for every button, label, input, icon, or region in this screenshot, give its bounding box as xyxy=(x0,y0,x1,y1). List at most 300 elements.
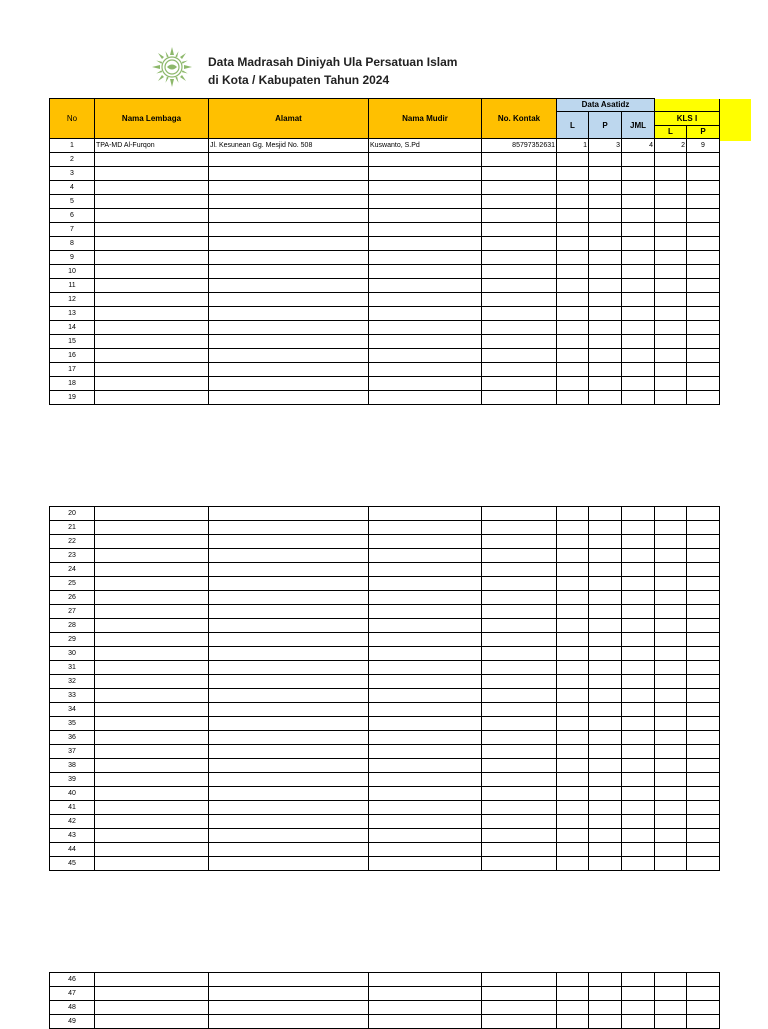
cell-kls1-l[interactable] xyxy=(655,279,687,293)
cell-asatidz-jml[interactable] xyxy=(622,153,655,167)
cell-no[interactable]: 18 xyxy=(50,377,95,391)
cell-nama-mudir[interactable] xyxy=(369,335,482,349)
cell-kls1-l[interactable]: 2 xyxy=(655,139,687,153)
cell-no[interactable]: 27 xyxy=(50,605,95,619)
cell-alamat[interactable] xyxy=(209,153,369,167)
cell-no-kontak[interactable] xyxy=(482,829,557,843)
cell-asatidz-jml[interactable] xyxy=(622,195,655,209)
cell-asatidz-l[interactable] xyxy=(557,293,589,307)
cell-kls1-p[interactable] xyxy=(687,857,720,871)
cell-kls1-l[interactable] xyxy=(655,731,687,745)
cell-nama-lembaga[interactable] xyxy=(95,293,209,307)
cell-kls1-p[interactable] xyxy=(687,815,720,829)
cell-no-kontak[interactable] xyxy=(482,1001,557,1015)
cell-nama-mudir[interactable] xyxy=(369,377,482,391)
cell-asatidz-p[interactable] xyxy=(589,619,622,633)
cell-no[interactable]: 14 xyxy=(50,321,95,335)
cell-asatidz-l[interactable] xyxy=(557,731,589,745)
cell-asatidz-l[interactable] xyxy=(557,591,589,605)
cell-kls1-p[interactable] xyxy=(687,279,720,293)
cell-asatidz-jml[interactable] xyxy=(622,279,655,293)
cell-no[interactable]: 17 xyxy=(50,363,95,377)
cell-kls1-p[interactable] xyxy=(687,801,720,815)
cell-nama-mudir[interactable] xyxy=(369,857,482,871)
cell-alamat[interactable] xyxy=(209,251,369,265)
cell-no-kontak[interactable] xyxy=(482,195,557,209)
cell-asatidz-p[interactable] xyxy=(589,745,622,759)
cell-alamat[interactable] xyxy=(209,349,369,363)
cell-nama-mudir[interactable] xyxy=(369,605,482,619)
cell-nama-mudir[interactable] xyxy=(369,759,482,773)
cell-asatidz-jml[interactable] xyxy=(622,689,655,703)
cell-kls1-l[interactable] xyxy=(655,773,687,787)
cell-kls1-p[interactable] xyxy=(687,675,720,689)
cell-nama-lembaga[interactable] xyxy=(95,717,209,731)
cell-nama-lembaga[interactable] xyxy=(95,745,209,759)
cell-kls1-l[interactable] xyxy=(655,829,687,843)
cell-nama-mudir[interactable] xyxy=(369,675,482,689)
cell-nama-lembaga[interactable] xyxy=(95,1015,209,1029)
cell-alamat[interactable] xyxy=(209,563,369,577)
cell-kls1-l[interactable] xyxy=(655,391,687,405)
cell-alamat[interactable] xyxy=(209,1015,369,1029)
cell-nama-lembaga[interactable] xyxy=(95,391,209,405)
cell-no[interactable]: 41 xyxy=(50,801,95,815)
cell-asatidz-jml[interactable] xyxy=(622,675,655,689)
cell-asatidz-l[interactable] xyxy=(557,1015,589,1029)
cell-kls1-p[interactable] xyxy=(687,535,720,549)
cell-alamat[interactable] xyxy=(209,815,369,829)
cell-asatidz-l[interactable] xyxy=(557,787,589,801)
cell-kls1-p[interactable] xyxy=(687,521,720,535)
cell-asatidz-jml[interactable] xyxy=(622,857,655,871)
cell-no[interactable]: 36 xyxy=(50,731,95,745)
cell-asatidz-jml[interactable] xyxy=(622,563,655,577)
cell-no-kontak[interactable] xyxy=(482,279,557,293)
cell-asatidz-l[interactable] xyxy=(557,363,589,377)
cell-alamat[interactable] xyxy=(209,1001,369,1015)
cell-no-kontak[interactable] xyxy=(482,815,557,829)
cell-kls1-l[interactable] xyxy=(655,349,687,363)
cell-nama-mudir[interactable] xyxy=(369,521,482,535)
cell-alamat[interactable] xyxy=(209,279,369,293)
cell-asatidz-l[interactable] xyxy=(557,987,589,1001)
cell-no-kontak[interactable] xyxy=(482,507,557,521)
cell-asatidz-p[interactable] xyxy=(589,857,622,871)
cell-asatidz-p[interactable] xyxy=(589,675,622,689)
cell-no[interactable]: 2 xyxy=(50,153,95,167)
cell-asatidz-l[interactable] xyxy=(557,675,589,689)
cell-asatidz-p[interactable] xyxy=(589,195,622,209)
cell-kls1-p[interactable] xyxy=(687,153,720,167)
cell-asatidz-jml[interactable] xyxy=(622,973,655,987)
cell-no[interactable]: 48 xyxy=(50,1001,95,1015)
cell-asatidz-p[interactable] xyxy=(589,535,622,549)
cell-alamat[interactable] xyxy=(209,591,369,605)
cell-no-kontak[interactable] xyxy=(482,703,557,717)
cell-kls1-l[interactable] xyxy=(655,251,687,265)
cell-no[interactable]: 34 xyxy=(50,703,95,717)
cell-nama-mudir[interactable] xyxy=(369,987,482,1001)
cell-asatidz-jml[interactable] xyxy=(622,181,655,195)
cell-no-kontak[interactable] xyxy=(482,633,557,647)
cell-no[interactable]: 38 xyxy=(50,759,95,773)
cell-asatidz-jml[interactable] xyxy=(622,223,655,237)
cell-kls1-l[interactable] xyxy=(655,591,687,605)
cell-kls1-p[interactable] xyxy=(687,293,720,307)
cell-alamat[interactable] xyxy=(209,661,369,675)
cell-nama-lembaga[interactable] xyxy=(95,689,209,703)
cell-asatidz-p[interactable] xyxy=(589,181,622,195)
cell-nama-mudir[interactable] xyxy=(369,391,482,405)
cell-nama-lembaga[interactable] xyxy=(95,731,209,745)
cell-kls1-p[interactable] xyxy=(687,973,720,987)
cell-kls1-p[interactable] xyxy=(687,167,720,181)
cell-nama-lembaga[interactable] xyxy=(95,209,209,223)
cell-nama-mudir[interactable] xyxy=(369,661,482,675)
cell-asatidz-jml[interactable] xyxy=(622,843,655,857)
cell-asatidz-l[interactable] xyxy=(557,773,589,787)
cell-kls1-p[interactable] xyxy=(687,507,720,521)
cell-asatidz-p[interactable] xyxy=(589,759,622,773)
cell-no-kontak[interactable] xyxy=(482,363,557,377)
cell-alamat[interactable] xyxy=(209,195,369,209)
cell-asatidz-jml[interactable] xyxy=(622,321,655,335)
cell-asatidz-p[interactable] xyxy=(589,293,622,307)
cell-nama-mudir[interactable] xyxy=(369,619,482,633)
cell-kls1-l[interactable] xyxy=(655,535,687,549)
cell-asatidz-jml[interactable] xyxy=(622,265,655,279)
cell-asatidz-p[interactable] xyxy=(589,987,622,1001)
cell-asatidz-l[interactable] xyxy=(557,1001,589,1015)
cell-asatidz-jml[interactable] xyxy=(622,391,655,405)
cell-no[interactable]: 24 xyxy=(50,563,95,577)
cell-alamat[interactable] xyxy=(209,745,369,759)
cell-no-kontak[interactable] xyxy=(482,167,557,181)
cell-no-kontak[interactable] xyxy=(482,605,557,619)
cell-kls1-l[interactable] xyxy=(655,507,687,521)
cell-no[interactable]: 22 xyxy=(50,535,95,549)
cell-kls1-p[interactable] xyxy=(687,591,720,605)
cell-asatidz-l[interactable] xyxy=(557,279,589,293)
cell-asatidz-p[interactable] xyxy=(589,773,622,787)
cell-no-kontak[interactable] xyxy=(482,731,557,745)
cell-kls1-l[interactable] xyxy=(655,363,687,377)
cell-kls1-p[interactable] xyxy=(687,689,720,703)
cell-asatidz-p[interactable] xyxy=(589,549,622,563)
cell-asatidz-jml[interactable] xyxy=(622,577,655,591)
cell-no-kontak[interactable] xyxy=(482,535,557,549)
cell-kls1-l[interactable] xyxy=(655,153,687,167)
cell-asatidz-jml[interactable] xyxy=(622,549,655,563)
cell-nama-lembaga[interactable] xyxy=(95,321,209,335)
cell-asatidz-p[interactable] xyxy=(589,223,622,237)
cell-nama-lembaga[interactable] xyxy=(95,223,209,237)
cell-asatidz-p[interactable] xyxy=(589,731,622,745)
cell-nama-lembaga[interactable] xyxy=(95,577,209,591)
cell-no-kontak[interactable] xyxy=(482,619,557,633)
cell-asatidz-l[interactable] xyxy=(557,857,589,871)
cell-asatidz-p[interactable]: 3 xyxy=(589,139,622,153)
cell-no[interactable]: 29 xyxy=(50,633,95,647)
cell-asatidz-p[interactable] xyxy=(589,209,622,223)
cell-asatidz-jml[interactable] xyxy=(622,293,655,307)
cell-asatidz-l[interactable] xyxy=(557,843,589,857)
cell-nama-mudir[interactable] xyxy=(369,363,482,377)
cell-asatidz-l[interactable] xyxy=(557,223,589,237)
cell-nama-mudir[interactable] xyxy=(369,279,482,293)
cell-asatidz-p[interactable] xyxy=(589,689,622,703)
cell-kls1-p[interactable] xyxy=(687,773,720,787)
cell-nama-lembaga[interactable] xyxy=(95,279,209,293)
cell-asatidz-jml[interactable] xyxy=(622,209,655,223)
cell-no-kontak[interactable] xyxy=(482,801,557,815)
cell-nama-lembaga[interactable] xyxy=(95,843,209,857)
cell-alamat[interactable] xyxy=(209,675,369,689)
cell-no-kontak[interactable] xyxy=(482,577,557,591)
cell-asatidz-l[interactable] xyxy=(557,349,589,363)
cell-nama-lembaga[interactable] xyxy=(95,1001,209,1015)
cell-kls1-l[interactable] xyxy=(655,661,687,675)
cell-asatidz-jml[interactable] xyxy=(622,829,655,843)
cell-no-kontak[interactable] xyxy=(482,521,557,535)
cell-kls1-p[interactable] xyxy=(687,1015,720,1029)
cell-nama-lembaga[interactable] xyxy=(95,549,209,563)
cell-no-kontak[interactable] xyxy=(482,293,557,307)
cell-nama-mudir[interactable] xyxy=(369,167,482,181)
cell-alamat[interactable] xyxy=(209,181,369,195)
cell-asatidz-jml[interactable] xyxy=(622,521,655,535)
cell-asatidz-l[interactable] xyxy=(557,181,589,195)
cell-kls1-l[interactable] xyxy=(655,195,687,209)
cell-asatidz-l[interactable] xyxy=(557,377,589,391)
cell-asatidz-jml[interactable] xyxy=(622,745,655,759)
cell-asatidz-l[interactable] xyxy=(557,251,589,265)
cell-asatidz-jml[interactable]: 4 xyxy=(622,139,655,153)
cell-nama-mudir[interactable] xyxy=(369,321,482,335)
cell-no[interactable]: 40 xyxy=(50,787,95,801)
cell-no[interactable]: 42 xyxy=(50,815,95,829)
cell-nama-lembaga[interactable] xyxy=(95,363,209,377)
cell-no[interactable]: 25 xyxy=(50,577,95,591)
cell-no[interactable]: 31 xyxy=(50,661,95,675)
cell-asatidz-l[interactable] xyxy=(557,703,589,717)
cell-nama-mudir[interactable] xyxy=(369,633,482,647)
cell-asatidz-p[interactable] xyxy=(589,507,622,521)
cell-kls1-l[interactable] xyxy=(655,605,687,619)
cell-asatidz-l[interactable] xyxy=(557,759,589,773)
cell-kls1-l[interactable] xyxy=(655,521,687,535)
cell-asatidz-jml[interactable] xyxy=(622,647,655,661)
cell-kls1-l[interactable] xyxy=(655,307,687,321)
cell-asatidz-jml[interactable] xyxy=(622,167,655,181)
cell-kls1-l[interactable] xyxy=(655,745,687,759)
cell-asatidz-l[interactable] xyxy=(557,549,589,563)
cell-kls1-l[interactable] xyxy=(655,1001,687,1015)
cell-no-kontak[interactable] xyxy=(482,647,557,661)
cell-asatidz-p[interactable] xyxy=(589,717,622,731)
cell-kls1-p[interactable] xyxy=(687,987,720,1001)
cell-asatidz-l[interactable] xyxy=(557,689,589,703)
cell-asatidz-p[interactable] xyxy=(589,577,622,591)
cell-kls1-p[interactable] xyxy=(687,661,720,675)
cell-alamat[interactable] xyxy=(209,633,369,647)
cell-asatidz-l[interactable] xyxy=(557,815,589,829)
cell-no[interactable]: 43 xyxy=(50,829,95,843)
cell-nama-lembaga[interactable] xyxy=(95,265,209,279)
cell-asatidz-jml[interactable] xyxy=(622,363,655,377)
cell-no-kontak[interactable] xyxy=(482,973,557,987)
cell-no[interactable]: 35 xyxy=(50,717,95,731)
cell-nama-mudir[interactable] xyxy=(369,787,482,801)
cell-kls1-l[interactable] xyxy=(655,237,687,251)
cell-nama-mudir[interactable] xyxy=(369,843,482,857)
cell-kls1-l[interactable] xyxy=(655,1015,687,1029)
cell-asatidz-p[interactable] xyxy=(589,801,622,815)
cell-no[interactable]: 16 xyxy=(50,349,95,363)
cell-nama-lembaga[interactable] xyxy=(95,521,209,535)
cell-no-kontak[interactable] xyxy=(482,181,557,195)
cell-kls1-p[interactable] xyxy=(687,731,720,745)
cell-kls1-p[interactable] xyxy=(687,335,720,349)
cell-no-kontak[interactable] xyxy=(482,549,557,563)
cell-asatidz-p[interactable] xyxy=(589,633,622,647)
cell-no[interactable]: 19 xyxy=(50,391,95,405)
cell-asatidz-jml[interactable] xyxy=(622,237,655,251)
cell-nama-lembaga[interactable] xyxy=(95,591,209,605)
cell-kls1-p[interactable] xyxy=(687,321,720,335)
cell-kls1-l[interactable] xyxy=(655,717,687,731)
cell-asatidz-jml[interactable] xyxy=(622,1001,655,1015)
cell-asatidz-jml[interactable] xyxy=(622,731,655,745)
cell-no-kontak[interactable] xyxy=(482,857,557,871)
cell-alamat[interactable] xyxy=(209,521,369,535)
cell-alamat[interactable] xyxy=(209,703,369,717)
cell-nama-lembaga[interactable] xyxy=(95,815,209,829)
cell-no-kontak[interactable] xyxy=(482,391,557,405)
cell-no-kontak[interactable] xyxy=(482,717,557,731)
cell-asatidz-p[interactable] xyxy=(589,605,622,619)
cell-asatidz-p[interactable] xyxy=(589,279,622,293)
cell-asatidz-jml[interactable] xyxy=(622,759,655,773)
cell-no[interactable]: 3 xyxy=(50,167,95,181)
cell-nama-lembaga[interactable] xyxy=(95,195,209,209)
cell-alamat[interactable] xyxy=(209,265,369,279)
cell-nama-mudir[interactable] xyxy=(369,293,482,307)
cell-nama-lembaga[interactable] xyxy=(95,153,209,167)
cell-no[interactable]: 33 xyxy=(50,689,95,703)
cell-asatidz-jml[interactable] xyxy=(622,633,655,647)
cell-asatidz-jml[interactable] xyxy=(622,335,655,349)
cell-asatidz-l[interactable] xyxy=(557,973,589,987)
cell-kls1-p[interactable] xyxy=(687,577,720,591)
cell-nama-lembaga[interactable]: TPA-MD Al-Furqon xyxy=(95,139,209,153)
cell-alamat[interactable] xyxy=(209,237,369,251)
cell-nama-lembaga[interactable] xyxy=(95,349,209,363)
cell-nama-mudir[interactable] xyxy=(369,703,482,717)
cell-kls1-l[interactable] xyxy=(655,265,687,279)
cell-nama-lembaga[interactable] xyxy=(95,563,209,577)
cell-nama-mudir[interactable] xyxy=(369,689,482,703)
cell-no-kontak[interactable] xyxy=(482,787,557,801)
cell-no[interactable]: 1 xyxy=(50,139,95,153)
cell-asatidz-p[interactable] xyxy=(589,377,622,391)
cell-kls1-l[interactable] xyxy=(655,759,687,773)
cell-alamat[interactable] xyxy=(209,829,369,843)
cell-kls1-p[interactable] xyxy=(687,391,720,405)
cell-asatidz-l[interactable] xyxy=(557,391,589,405)
cell-no[interactable]: 21 xyxy=(50,521,95,535)
cell-nama-mudir[interactable] xyxy=(369,251,482,265)
cell-nama-mudir[interactable] xyxy=(369,237,482,251)
cell-asatidz-jml[interactable] xyxy=(622,605,655,619)
cell-no-kontak[interactable] xyxy=(482,759,557,773)
cell-no[interactable]: 7 xyxy=(50,223,95,237)
cell-no[interactable]: 37 xyxy=(50,745,95,759)
cell-kls1-l[interactable] xyxy=(655,987,687,1001)
cell-kls1-p[interactable] xyxy=(687,563,720,577)
cell-kls1-l[interactable] xyxy=(655,689,687,703)
cell-kls1-p[interactable] xyxy=(687,1001,720,1015)
cell-alamat[interactable] xyxy=(209,619,369,633)
cell-nama-lembaga[interactable] xyxy=(95,703,209,717)
cell-no-kontak[interactable] xyxy=(482,745,557,759)
cell-asatidz-p[interactable] xyxy=(589,237,622,251)
cell-asatidz-p[interactable] xyxy=(589,321,622,335)
cell-asatidz-jml[interactable] xyxy=(622,787,655,801)
cell-no[interactable]: 9 xyxy=(50,251,95,265)
cell-nama-mudir[interactable] xyxy=(369,265,482,279)
cell-kls1-p[interactable] xyxy=(687,717,720,731)
cell-no[interactable]: 39 xyxy=(50,773,95,787)
cell-nama-lembaga[interactable] xyxy=(95,633,209,647)
cell-kls1-p[interactable] xyxy=(687,237,720,251)
cell-no[interactable]: 8 xyxy=(50,237,95,251)
cell-asatidz-p[interactable] xyxy=(589,973,622,987)
cell-no[interactable]: 20 xyxy=(50,507,95,521)
cell-no-kontak[interactable] xyxy=(482,153,557,167)
cell-asatidz-p[interactable] xyxy=(589,153,622,167)
cell-no[interactable]: 49 xyxy=(50,1015,95,1029)
cell-asatidz-l[interactable]: 1 xyxy=(557,139,589,153)
cell-alamat[interactable] xyxy=(209,857,369,871)
cell-nama-mudir[interactable] xyxy=(369,801,482,815)
cell-asatidz-p[interactable] xyxy=(589,335,622,349)
cell-kls1-p[interactable] xyxy=(687,223,720,237)
cell-nama-mudir[interactable] xyxy=(369,153,482,167)
cell-no-kontak[interactable] xyxy=(482,349,557,363)
cell-kls1-l[interactable] xyxy=(655,223,687,237)
cell-no-kontak[interactable] xyxy=(482,773,557,787)
cell-asatidz-p[interactable] xyxy=(589,843,622,857)
cell-asatidz-l[interactable] xyxy=(557,563,589,577)
cell-asatidz-l[interactable] xyxy=(557,521,589,535)
cell-nama-lembaga[interactable] xyxy=(95,647,209,661)
cell-asatidz-p[interactable] xyxy=(589,815,622,829)
cell-alamat[interactable] xyxy=(209,321,369,335)
cell-nama-lembaga[interactable] xyxy=(95,829,209,843)
cell-no[interactable]: 5 xyxy=(50,195,95,209)
cell-alamat[interactable] xyxy=(209,209,369,223)
cell-kls1-p[interactable] xyxy=(687,633,720,647)
cell-alamat[interactable] xyxy=(209,377,369,391)
cell-asatidz-l[interactable] xyxy=(557,633,589,647)
cell-nama-mudir[interactable] xyxy=(369,549,482,563)
cell-asatidz-p[interactable] xyxy=(589,251,622,265)
cell-alamat[interactable] xyxy=(209,167,369,181)
cell-no-kontak[interactable] xyxy=(482,675,557,689)
cell-asatidz-p[interactable] xyxy=(589,563,622,577)
